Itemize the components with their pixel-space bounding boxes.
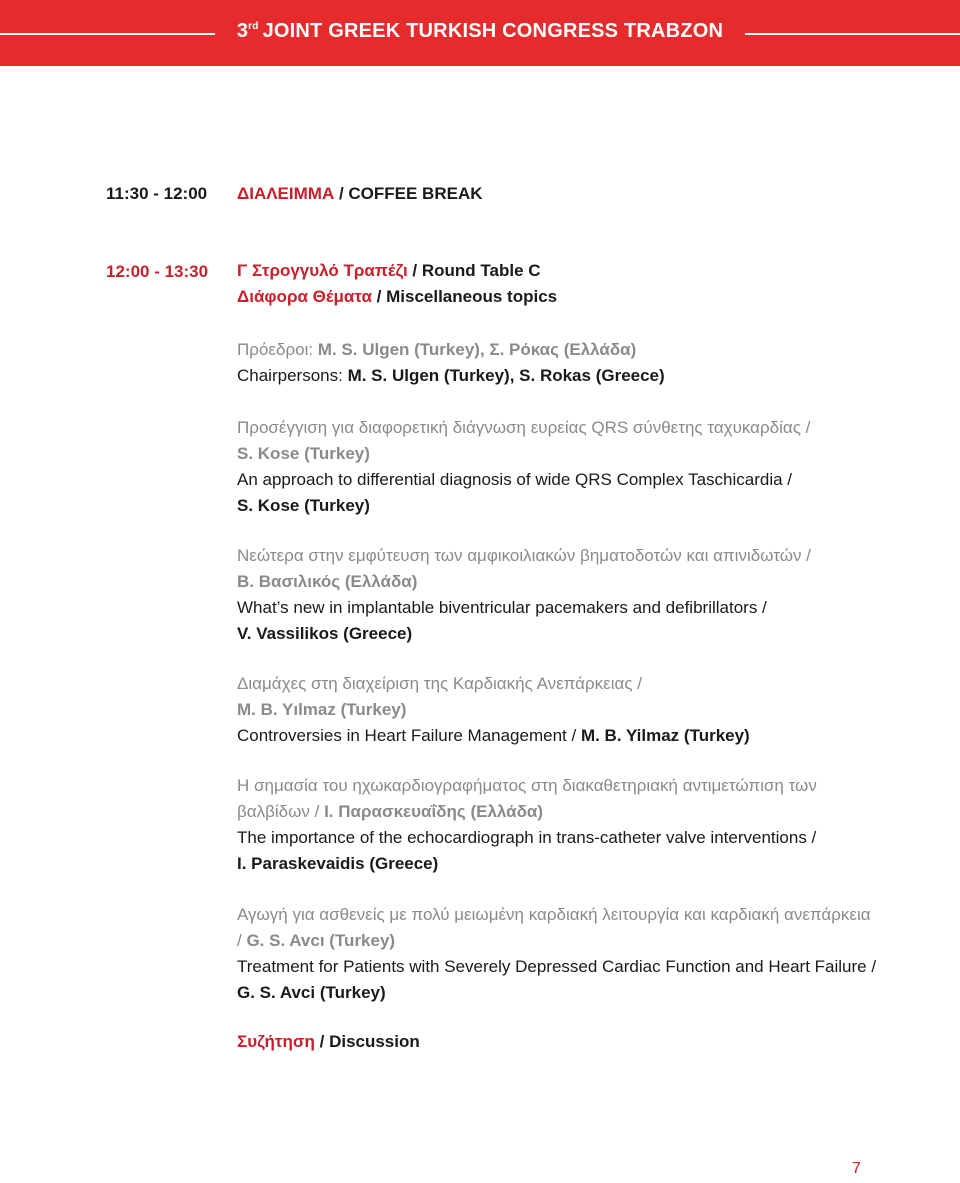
talk-5-en-speaker: G. S. Avci (Turkey) — [237, 983, 386, 1002]
talk-1 — [237, 415, 877, 519]
title-ordinal: 3 — [236, 20, 249, 42]
talk-1-en-speaker: S. Kose (Turkey) — [237, 496, 370, 515]
talk-1-gr-speaker: S. Kose (Turkey) — [237, 444, 370, 463]
session-header — [237, 258, 877, 310]
discussion-sep: / — [314, 1032, 330, 1051]
coffee-break-sep: / — [334, 184, 349, 203]
chairs-gr-label: Πρόεδροι: — [237, 340, 318, 359]
chairs-en: M. S. Ulgen (Turkey), S. Rokas (Greece) — [347, 366, 665, 385]
coffee-break-time: 11:30 - 12:00 — [106, 184, 208, 203]
talk-5-en: Treatment for Patients with Severely Depressed Cardiac Function and Heart Failure / — [237, 957, 877, 976]
congress-title — [0, 20, 960, 43]
chairpersons — [237, 337, 877, 389]
session-title-en: Round Table C — [421, 261, 541, 280]
title-text: JOINT GREEK TURKISH CONGRESS TRABZON — [262, 20, 724, 42]
session-topic-gr: Διάφορα Θέματα — [237, 287, 372, 306]
coffee-break-en: COFFEE BREAK — [348, 184, 483, 203]
session-title-sep: / — [407, 261, 422, 280]
talk-3 — [237, 671, 877, 749]
talk-3-en-speaker: M. B. Yilmaz (Turkey) — [580, 726, 750, 745]
talk-2 — [237, 543, 877, 647]
talk-2-en-speaker: V. Vassilikos (Greece) — [237, 624, 413, 643]
title-ordinal-suffix: rd — [248, 21, 259, 32]
talk-5 — [237, 902, 877, 1006]
session-time: 12:00 - 13:30 — [106, 262, 209, 281]
talk-1-en: An approach to differential diagnosis of wide QRS Complex Taschicardia / — [237, 470, 793, 489]
talk-3-gr-speaker: M. B. Yılmaz (Turkey) — [237, 700, 407, 719]
coffee-break-label — [237, 184, 877, 204]
discussion-gr: Συζήτηση — [237, 1032, 315, 1051]
talk-4-gr: Η σημασία του ηχωκαρδιογραφήματος στη διακαθετηριακή αντιμετώπιση των βαλβίδων / — [237, 776, 817, 821]
discussion-en: Discussion — [329, 1032, 420, 1051]
talk-3-gr: Διαμάχες στη διαχείριση της Καρδιακής Ανεπάρκειας / — [237, 674, 642, 693]
header-banner — [0, 0, 960, 66]
talk-2-gr: Νεώτερα στην εμφύτευση των αμφικοιλιακών βηματοδοτών και απινιδωτών / — [237, 546, 811, 565]
talk-5-gr-speaker: G. S. Avcı (Turkey) — [246, 931, 396, 950]
talk-5-gr: Αγωγή για ασθενείς με πολύ μειωμένη καρδιακή λειτουργία και καρδιακή ανεπάρκεια / — [237, 905, 871, 950]
session-topic-sep: / — [371, 287, 387, 306]
coffee-break-gr: ΔΙΑΛΕΙΜΜΑ — [237, 184, 335, 203]
discussion — [237, 1029, 877, 1055]
session-topic-en: Miscellaneous topics — [386, 287, 558, 306]
chairs-en-label: Chairpersons: — [237, 366, 348, 385]
chairs-gr: M. S. Ulgen (Turkey), Σ. Ρόκας (Ελλάδα) — [317, 340, 637, 359]
talk-2-en: What’s new in implantable biventricular pacemakers and defibrillators / — [237, 598, 767, 617]
talk-4 — [237, 773, 877, 877]
talk-2-gr-speaker: Β. Βασιλικός (Ελλάδα) — [237, 572, 418, 591]
talk-4-en-speaker: I. Paraskevaidis (Greece) — [237, 854, 439, 873]
talk-4-gr-speaker: Ι. Παρασκευαΐδης (Ελλάδα) — [324, 802, 544, 821]
talk-3-en: Controversies in Heart Failure Management / — [237, 726, 581, 745]
session-title-gr: Γ Στρογγυλό Τραπέζι — [237, 261, 408, 280]
talk-1-gr: Προσέγγιση για διαφορετική διάγνωση ευρείας QRS σύνθετης ταχυκαρδίας / — [237, 418, 811, 437]
page-number: 7 — [852, 1160, 861, 1177]
talk-4-en: The importance of the echocardiograph in trans-catheter valve interventions / — [237, 828, 817, 847]
